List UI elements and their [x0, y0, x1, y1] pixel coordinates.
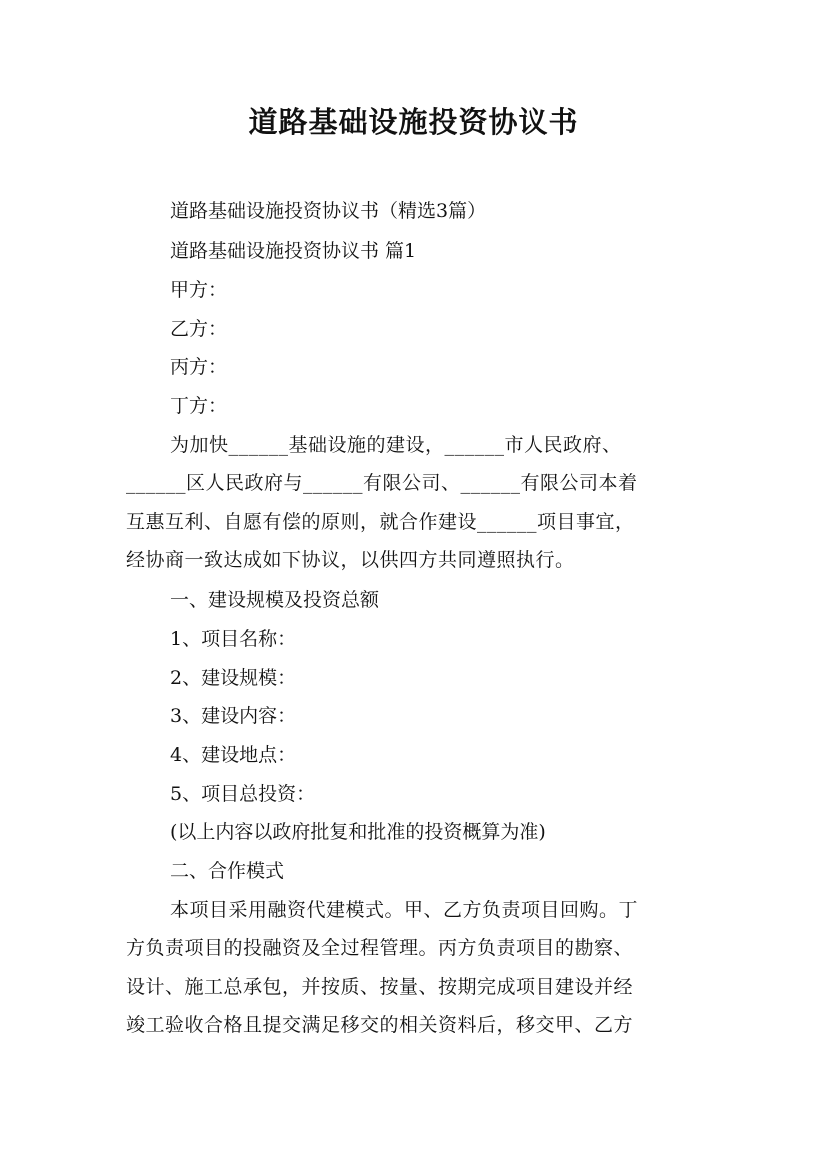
paragraph-intro-line-3: 互惠互利、自愿有偿的原则，就合作建设______项目事宜， — [126, 511, 635, 533]
party-a-label: 甲方： — [170, 279, 228, 301]
paragraph-cooperation-line-4: 竣工验收合格且提交满足移交的相关资料后，移交甲、乙方 — [126, 1014, 634, 1036]
document-title: 道路基础设施投资协议书 — [248, 105, 579, 139]
section-heading-scale: 一、建设规模及投资总额 — [170, 589, 380, 611]
paragraph-intro-line-1: 为加快______基础设施的建设，______市人民政府、 — [170, 434, 622, 456]
paragraph-cooperation-line-2: 方负责项目的投融资及全过程管理。丙方负责项目的勘察、 — [126, 937, 634, 959]
party-b-label: 乙方： — [170, 318, 228, 340]
section-heading-part1: 道路基础设施投资协议书 篇1 — [170, 240, 417, 262]
subtitle-selected: 道路基础设施投资协议书（精选3篇） — [170, 200, 487, 222]
party-c-label: 丙方： — [170, 356, 228, 378]
item-construction-content: 3、建设内容： — [170, 705, 297, 727]
item-construction-scale: 2、建设规模： — [170, 667, 297, 689]
paragraph-cooperation-line-3: 设计、施工总承包，并按质、按量、按期完成项目建设并经 — [126, 976, 634, 998]
note-investment-basis: (以上内容以政府批复和批准的投资概算为准) — [170, 821, 546, 843]
item-construction-location: 4、建设地点： — [170, 744, 297, 766]
item-project-name: 1、项目名称： — [170, 628, 297, 650]
item-total-investment: 5、项目总投资： — [170, 783, 316, 805]
paragraph-cooperation-line-1: 本项目采用融资代建模式。甲、乙方负责项目回购。丁 — [170, 899, 639, 921]
paragraph-intro-line-2: ______区人民政府与______有限公司、______有限公司本着 — [126, 472, 638, 494]
party-d-label: 丁方： — [170, 395, 228, 417]
section-heading-cooperation: 二、合作模式 — [170, 860, 285, 882]
paragraph-intro-line-4: 经协商一致达成如下协议，以供四方共同遵照执行。 — [126, 549, 575, 571]
